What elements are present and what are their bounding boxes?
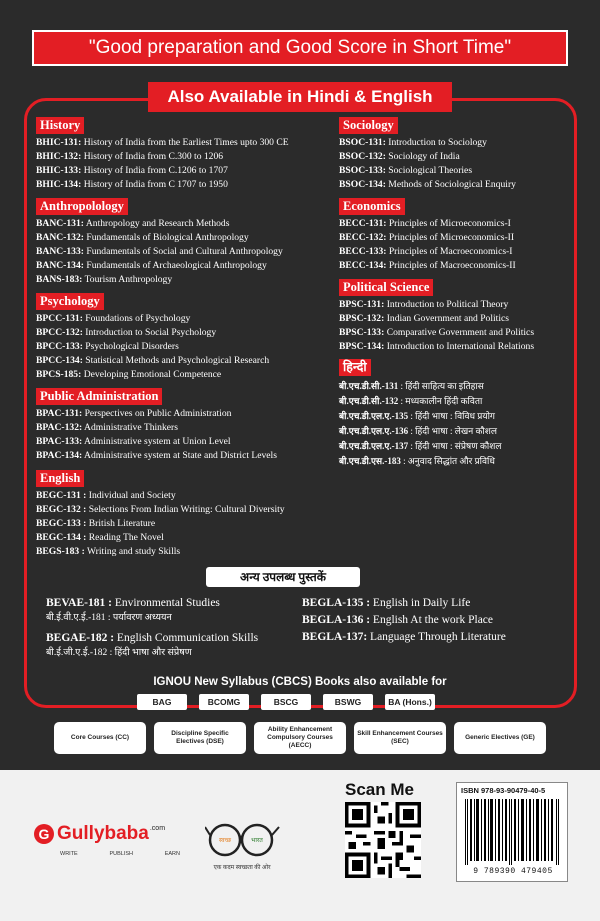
isbn-barcode — [456, 782, 568, 882]
list-item: BECC-131: Principles of Microeconomics-I — [339, 218, 511, 229]
political-science-list — [339, 298, 534, 354]
list-item: BEGC-134 : Reading The Novel — [36, 532, 164, 543]
isbn-text: ISBN 978-93-90479-40-5 — [461, 786, 546, 795]
hindi-list — [339, 379, 501, 469]
category-dse: Discipline Specific Electives (DSE) — [154, 722, 246, 754]
list-item: BPAC-131: Perspectives on Public Administration — [36, 408, 232, 419]
list-item: BANC-134: Fundamentals of Archaeological Anthropology — [36, 260, 267, 271]
list-item: BANC-132: Fundamentals of Biological Anthropology — [36, 232, 249, 243]
list-item: BEGLA-135 : English in Daily Life — [302, 597, 471, 609]
swachh-bharat-glasses-icon — [205, 815, 280, 865]
list-item: BANC-133: Fundamentals of Social and Cultural Anthropology — [36, 246, 283, 257]
program-tag-bswg: BSWG — [323, 694, 373, 710]
list-item: BPCC-133: Psychological Disorders — [36, 341, 179, 352]
gullybaba-g-icon: G — [34, 824, 54, 844]
list-item: बी.एच.डी.सी.-131 : हिंदी साहित्य का इतिहास — [339, 381, 484, 391]
list-item: BECC-132: Principles of Microeconomics-II — [339, 232, 515, 243]
list-item: BSOC-131: Introduction to Sociology — [339, 137, 487, 148]
list-item: BSOC-132: Sociology of India — [339, 151, 460, 162]
category-core-courses: Core Courses (CC) — [54, 722, 146, 754]
list-item: BHIC-132: History of India from C.300 to 1206 — [36, 151, 224, 162]
section-title-history: History — [36, 117, 84, 134]
cbcs-title: IGNOU New Syllabus (CBCS) Books also available for — [153, 676, 447, 688]
list-item: BPAC-134: Administrative system at State and District Levels — [36, 450, 277, 461]
section-title-economics: Economics — [339, 198, 405, 215]
list-item: BECC-134: Principles of Macroeconomics-II — [339, 260, 516, 271]
barcode-icon — [463, 799, 563, 865]
list-item: BPSC-133: Comparative Government and Politics — [339, 327, 535, 338]
list-item: BPCC-131: Foundations of Psychology — [36, 313, 191, 324]
other-books-title: अन्य उपलब्ध पुस्तकें — [206, 567, 360, 587]
section-title-sociology: Sociology — [339, 117, 398, 134]
list-item: बी.एच.डी.एल.ए.-137 : हिंदी भाषा : संप्रेषण कौशल — [339, 441, 502, 451]
history-list — [36, 136, 289, 192]
economics-list — [339, 217, 516, 273]
list-item: BPSC-131: Introduction to Political Theory — [339, 299, 509, 310]
list-item: BPSC-132: Indian Government and Politics — [339, 313, 510, 324]
list-item: BHIC-133: History of India from C.1206 to 1707 — [36, 165, 228, 176]
available-banner: Also Available in Hindi & English — [148, 82, 452, 112]
list-item: BPSC-134: Introduction to International Relations — [339, 341, 535, 352]
public-administration-list — [36, 407, 277, 463]
list-item: BANC-131: Anthropology and Research Methods — [36, 218, 230, 229]
logo-tagline: WRITE PUBLISH EARN — [60, 851, 180, 857]
section-title-public-administration: Public Administration — [36, 388, 162, 405]
list-item: BEGC-131 : Individual and Society — [36, 490, 176, 501]
swachh-slogan: एक कदम स्वच्छता की ओर — [213, 865, 271, 871]
program-tag-ba-hons: BA (Hons.) — [385, 694, 435, 710]
section-title-political-science: Political Science — [339, 279, 433, 296]
sociology-list — [339, 136, 516, 192]
list-item: BPCC-132: Introduction to Social Psychology — [36, 327, 217, 338]
list-item: BPAC-132: Administrative Thinkers — [36, 422, 178, 433]
category-ge: Generic Electives (GE) — [454, 722, 546, 754]
list-item: BEGC-133 : British Literature — [36, 518, 156, 529]
list-item: BEGC-132 : Selections From Indian Writing: Cultural Diversity — [36, 504, 285, 515]
section-title-anthropology: Anthropolology — [36, 198, 128, 215]
other-book-begla — [302, 596, 506, 645]
top-banner: "Good preparation and Good Score in Short Time" — [32, 30, 568, 66]
psychology-list — [36, 312, 269, 382]
gullybaba-logo — [34, 823, 165, 845]
category-sec: Skill Enhancement Courses (SEC) — [354, 722, 446, 754]
other-book-begae: BEGAE-182 : English Communication Skills बी.ई.जी.ए.ई.-182 : हिंदी भाषा और संप्रेषण — [46, 632, 259, 658]
list-item: BPCC-134: Statistical Methods and Psychological Research — [36, 355, 270, 366]
other-book-bevae: BEVAE-181 : Environmental Studies बी.ई.वी.ए.ई.-181 : पर्यावरण अध्ययन — [46, 597, 220, 623]
section-title-english: English — [36, 470, 84, 487]
list-item: BECC-133: Principles of Macroeconomics-I — [339, 246, 513, 257]
program-tag-bcomg: BCOMG — [199, 694, 249, 710]
logo-text: Gullybaba — [57, 823, 149, 844]
section-title-hindi: हिन्दी — [339, 359, 371, 376]
program-tag-bscg: BSCG — [261, 694, 311, 710]
svg-text:भारत: भारत — [251, 837, 263, 844]
logo-domain: .com — [149, 824, 166, 832]
list-item: BPCS-185: Developing Emotional Competence — [36, 369, 222, 380]
list-item: BHIC-134: History of India from C 1707 to 1950 — [36, 179, 228, 190]
list-item: बी.एच.डी.एल.ए.-136 : हिंदी भाषा : लेखन कौशल — [339, 426, 497, 436]
category-aecc: Ability Enhancement Compulsory Courses (AECC) — [254, 722, 346, 754]
svg-text:स्वच्छ: स्वच्छ — [218, 837, 232, 844]
list-item: BANS-183: Tourism Anthropology — [36, 274, 173, 285]
section-title-psychology: Psychology — [36, 293, 104, 310]
list-item: BEGLA-137: Language Through Literature — [302, 631, 506, 643]
program-tag-bag: BAG — [137, 694, 187, 710]
barcode-number: 9 789390 479405 — [473, 867, 553, 876]
list-item: BPAC-133: Administrative system at Union Level — [36, 436, 231, 447]
list-item: BEGS-183 : Writing and study Skills — [36, 546, 181, 557]
list-item: BSOC-134: Methods of Sociological Enquiry — [339, 179, 516, 190]
english-list — [36, 489, 285, 559]
list-item: BHIC-131: History of India from the Earliest Times upto 300 CE — [36, 137, 289, 148]
list-item: बी.एच.डी.एल.ए.-135 : हिंदी भाषा : विविध प्रयोग — [339, 411, 495, 421]
list-item: BSOC-133: Sociological Theories — [339, 165, 473, 176]
list-item: बी.एच.डी.एस.-183 : अनुवाद सिद्धांत और प्रविधि — [339, 456, 495, 466]
anthropology-list — [36, 217, 283, 287]
scan-me-label: Scan Me — [345, 780, 414, 799]
list-item: BEGLA-136 : English At the work Place — [302, 614, 494, 626]
qr-code-icon — [345, 802, 421, 878]
list-item: बी.एच.डी.सी.-132 : मध्यकालीन हिंदी कविता — [339, 396, 483, 406]
